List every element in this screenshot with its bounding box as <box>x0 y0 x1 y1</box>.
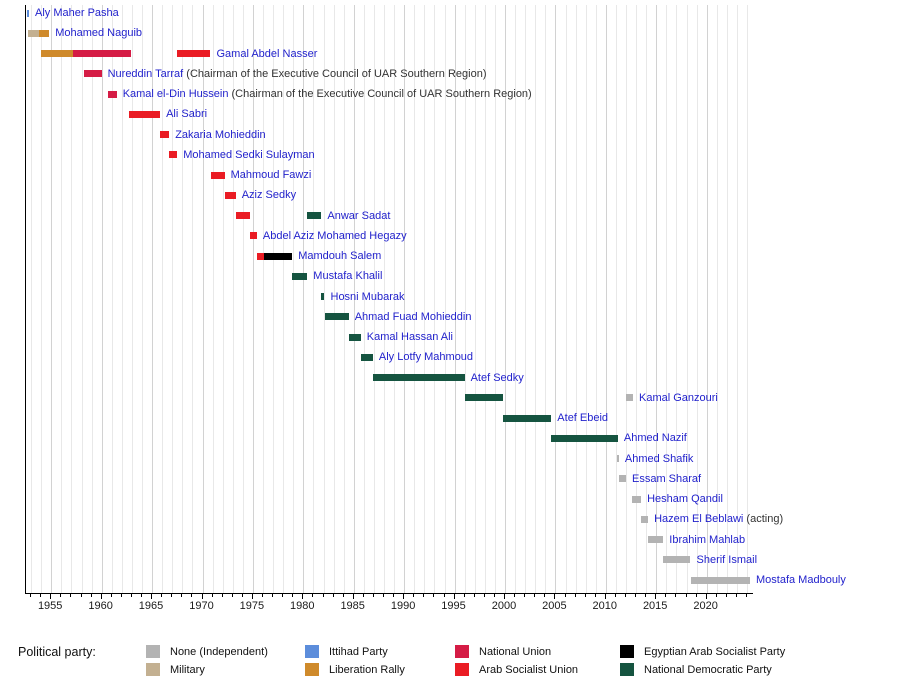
plot-area <box>25 5 846 594</box>
timeline-bar <box>349 334 361 341</box>
minor-tick <box>423 594 424 597</box>
minor-tick <box>444 594 445 597</box>
major-tick <box>302 594 303 599</box>
minor-tick <box>675 594 676 597</box>
person-name: Ahmed Shafik <box>624 452 694 465</box>
minor-tick <box>363 594 364 597</box>
minor-tick <box>30 594 31 597</box>
minor-tick <box>514 594 515 597</box>
person-name: Hesham Qandil <box>647 493 723 505</box>
minor-tick <box>393 594 394 597</box>
gridline <box>51 5 52 593</box>
minor-tick <box>625 594 626 597</box>
person-label <box>697 553 758 567</box>
legend-label-ittihad: Ittihad Party <box>329 646 388 658</box>
minor-tick <box>373 594 374 597</box>
minor-tick <box>333 594 334 597</box>
minor-tick <box>433 594 434 597</box>
timeline-bar <box>325 313 349 320</box>
legend-label-liberation: Liberation Rally <box>329 664 405 676</box>
person-label <box>624 431 687 445</box>
timeline-bar <box>503 415 551 422</box>
person-name: Mamdouh Salem <box>298 250 382 262</box>
minor-tick <box>242 594 243 597</box>
person-label <box>647 492 723 506</box>
major-tick <box>504 594 505 599</box>
tick-label: 1985 <box>340 600 365 612</box>
minor-tick <box>222 594 223 597</box>
person-name: Hosni Mubarak <box>330 290 405 303</box>
legend-swatch-none <box>146 645 160 658</box>
gridline <box>92 5 93 593</box>
tick-label: 2020 <box>693 600 718 612</box>
tick-label: 1990 <box>390 600 416 612</box>
person-label <box>166 107 207 121</box>
major-tick <box>353 594 354 599</box>
person-name: Nureddin Tarraf <box>107 67 184 80</box>
tick-label: 2005 <box>542 600 567 612</box>
person-name: Essam Sharaf <box>632 472 702 485</box>
timeline-bar <box>73 50 131 57</box>
minor-tick <box>81 594 82 597</box>
person-label <box>298 249 381 263</box>
minor-tick <box>131 594 132 597</box>
timeline-bar <box>108 91 117 98</box>
minor-tick <box>484 594 485 597</box>
timeline-bar <box>169 151 177 158</box>
gridline <box>566 5 567 593</box>
legend-label-ndp: National Democratic Party <box>644 664 772 676</box>
gridline <box>41 5 42 593</box>
timeline-bar <box>129 111 160 118</box>
minor-tick <box>464 594 465 597</box>
minor-tick <box>534 594 535 597</box>
legend-swatch-ittihad <box>305 645 319 658</box>
minor-tick <box>91 594 92 597</box>
minor-tick <box>746 594 747 597</box>
timeline-bar <box>691 577 751 584</box>
minor-tick <box>726 594 727 597</box>
minor-tick <box>141 594 142 597</box>
person-label <box>367 330 453 344</box>
gridline <box>71 5 72 593</box>
timeline-bar <box>648 536 663 543</box>
major-tick <box>655 594 656 599</box>
minor-tick <box>383 594 384 597</box>
major-tick <box>605 594 606 599</box>
person-label <box>35 6 119 20</box>
timeline-bar <box>626 394 633 401</box>
person-label <box>108 67 487 81</box>
timeline-bar <box>641 516 648 523</box>
legend-label-military: Military <box>170 664 205 676</box>
minor-tick <box>736 594 737 597</box>
gridline <box>61 5 62 593</box>
minor-tick <box>494 594 495 597</box>
timeline-bar <box>28 30 39 37</box>
major-tick <box>101 594 102 599</box>
person-label <box>756 573 846 587</box>
person-name: Gamal Abdel Nasser <box>216 47 318 60</box>
major-tick <box>151 594 152 599</box>
minor-tick <box>615 594 616 597</box>
person-label <box>557 411 608 425</box>
minor-tick <box>665 594 666 597</box>
legend-label-easp: Egyptian Arab Socialist Party <box>644 646 786 658</box>
person-name: Mostafa Madbouly <box>756 574 846 586</box>
tick-label: 1970 <box>189 600 214 612</box>
tick-label: 1980 <box>290 600 315 612</box>
legend-title: Political party: <box>18 645 96 659</box>
timeline-bar <box>225 192 236 199</box>
legend-swatch-ndp <box>620 663 634 676</box>
person-label <box>313 269 382 283</box>
minor-tick <box>635 594 636 597</box>
minor-tick <box>585 594 586 597</box>
minor-tick <box>292 594 293 597</box>
gridline <box>636 5 637 593</box>
tick-label: 2015 <box>642 600 668 612</box>
timeline-bar <box>264 253 292 260</box>
timeline-bar <box>321 293 324 300</box>
minor-tick <box>323 594 324 597</box>
tick-label: 1960 <box>88 600 113 612</box>
minor-tick <box>343 594 344 597</box>
person-name: Ibrahim Mahlab <box>669 533 746 546</box>
timeline-bar <box>160 131 169 138</box>
person-note: (acting) <box>746 513 784 526</box>
person-label <box>263 229 407 243</box>
minor-tick <box>272 594 273 597</box>
legend-swatch-arab_socialist_union <box>455 663 469 676</box>
gridline <box>727 5 728 593</box>
major-tick <box>706 594 707 599</box>
gridline <box>555 5 556 593</box>
minor-tick <box>544 594 545 597</box>
minor-tick <box>282 594 283 597</box>
timeline-bar <box>663 556 690 563</box>
gridline <box>596 5 597 593</box>
gridline <box>545 5 546 593</box>
minor-tick <box>40 594 41 597</box>
person-name: Atef Sedky <box>470 371 524 384</box>
minor-tick <box>171 594 172 597</box>
minor-tick <box>262 594 263 597</box>
timeline-bar <box>27 10 29 17</box>
minor-tick <box>524 594 525 597</box>
minor-tick <box>686 594 687 597</box>
major-tick <box>554 594 555 599</box>
gridline <box>576 5 577 593</box>
minor-tick <box>121 594 122 597</box>
minor-tick <box>696 594 697 597</box>
minor-tick <box>191 594 192 597</box>
person-name: Ali Sabri <box>166 108 208 121</box>
major-tick <box>252 594 253 599</box>
legend-label-arab_socialist_union: Arab Socialist Union <box>479 664 579 676</box>
gridline <box>606 5 607 593</box>
timeline-bar <box>250 232 257 239</box>
legend-swatch-military <box>146 663 160 676</box>
person-name: Aly Lotfy Mahmoud <box>378 351 474 364</box>
legend-swatch-easp <box>620 645 634 658</box>
minor-tick <box>413 594 414 597</box>
person-name: Anwar Sadat <box>327 209 391 222</box>
minor-tick <box>212 594 213 597</box>
person-name: Abdel Aziz Mohamed Hegazy <box>262 229 407 242</box>
minor-tick <box>575 594 576 597</box>
major-tick <box>403 594 404 599</box>
timeline-bar <box>619 475 626 482</box>
person-label <box>632 472 701 486</box>
gridline <box>31 5 32 593</box>
gridline <box>586 5 587 593</box>
person-name: Mustafa Khalil <box>313 270 383 283</box>
legend-label-national_union: National Union <box>479 646 552 658</box>
legend-label-none: None (Independent) <box>170 646 268 658</box>
gridline <box>747 5 748 593</box>
minor-tick <box>232 594 233 597</box>
minor-tick <box>111 594 112 597</box>
timeline-bar <box>236 212 250 219</box>
legend-swatch-national_union <box>455 645 469 658</box>
tick-label: 2000 <box>491 600 517 612</box>
person-label <box>327 209 390 223</box>
person-name: Sherif Ismail <box>696 553 758 566</box>
gridline <box>616 5 617 593</box>
person-name: Atef Ebeid <box>557 412 609 424</box>
timeline-bar <box>465 394 503 401</box>
timeline-bar <box>84 70 102 77</box>
gridline <box>535 5 536 593</box>
major-tick <box>202 594 203 599</box>
timeline-bar <box>177 50 210 57</box>
minor-tick <box>161 594 162 597</box>
person-label <box>231 168 312 182</box>
timeline-bar <box>551 435 618 442</box>
person-name: Mohamed Sedki Sulayman <box>183 148 315 161</box>
legend-swatch-liberation <box>305 663 319 676</box>
person-name: Kamal Ganzouri <box>639 391 718 404</box>
minor-tick <box>70 594 71 597</box>
person-name: Aziz Sedky <box>241 189 297 202</box>
minor-tick <box>565 594 566 597</box>
person-label <box>471 371 524 385</box>
person-note: (Chairman of the Executive Council of UAR Southern Region) <box>231 88 532 100</box>
timeline-bar <box>373 374 465 381</box>
timeline-bar <box>307 212 321 219</box>
person-label <box>669 533 745 547</box>
person-name: Mohamed Naguib <box>55 27 143 40</box>
person-label <box>355 310 472 324</box>
timeline-bar <box>292 273 307 280</box>
minor-tick <box>181 594 182 597</box>
tick-label: 1955 <box>37 600 63 612</box>
tick-label: 1965 <box>138 600 164 612</box>
person-name: Ahmad Fuad Mohieddin <box>354 310 472 323</box>
person-label <box>379 350 473 364</box>
person-label <box>639 391 718 405</box>
person-label <box>625 452 693 466</box>
major-tick <box>454 594 455 599</box>
person-name: Kamal el-Din Hussein <box>122 88 229 100</box>
timeline-bar <box>361 354 373 361</box>
timeline-bar <box>617 455 619 462</box>
person-label <box>123 87 532 101</box>
person-note: (Chairman of the Executive Council of UAR Southern Region) <box>186 67 487 80</box>
tick-label: 1975 <box>239 600 265 612</box>
major-tick <box>50 594 51 599</box>
minor-tick <box>595 594 596 597</box>
person-name: Ahmed Nazif <box>623 432 687 445</box>
minor-tick <box>312 594 313 597</box>
person-label <box>654 512 783 526</box>
timeline-bar <box>41 50 73 57</box>
gridline <box>737 5 738 593</box>
person-name: Zakaria Mohieddin <box>175 128 266 141</box>
timeline-bar <box>211 172 225 179</box>
timeline-bar <box>39 30 49 37</box>
person-label <box>242 188 296 202</box>
timeline-bar <box>632 496 641 503</box>
gridline <box>626 5 627 593</box>
minor-tick <box>716 594 717 597</box>
person-label <box>55 26 142 40</box>
person-label <box>175 128 266 142</box>
minor-tick <box>60 594 61 597</box>
timeline-bar <box>257 253 264 260</box>
gridline <box>102 5 103 593</box>
tick-label: 2010 <box>592 600 618 612</box>
minor-tick <box>474 594 475 597</box>
person-label <box>217 47 318 61</box>
person-name: Mahmoud Fawzi <box>230 169 312 181</box>
minor-tick <box>645 594 646 597</box>
person-name: Hazem El Beblawi <box>654 513 744 526</box>
person-name: Kamal Hassan Ali <box>366 331 454 343</box>
person-name: Aly Maher Pasha <box>35 7 119 19</box>
gridline <box>82 5 83 593</box>
person-label <box>331 290 405 304</box>
tick-label: 1995 <box>441 600 466 612</box>
person-label <box>183 148 314 162</box>
